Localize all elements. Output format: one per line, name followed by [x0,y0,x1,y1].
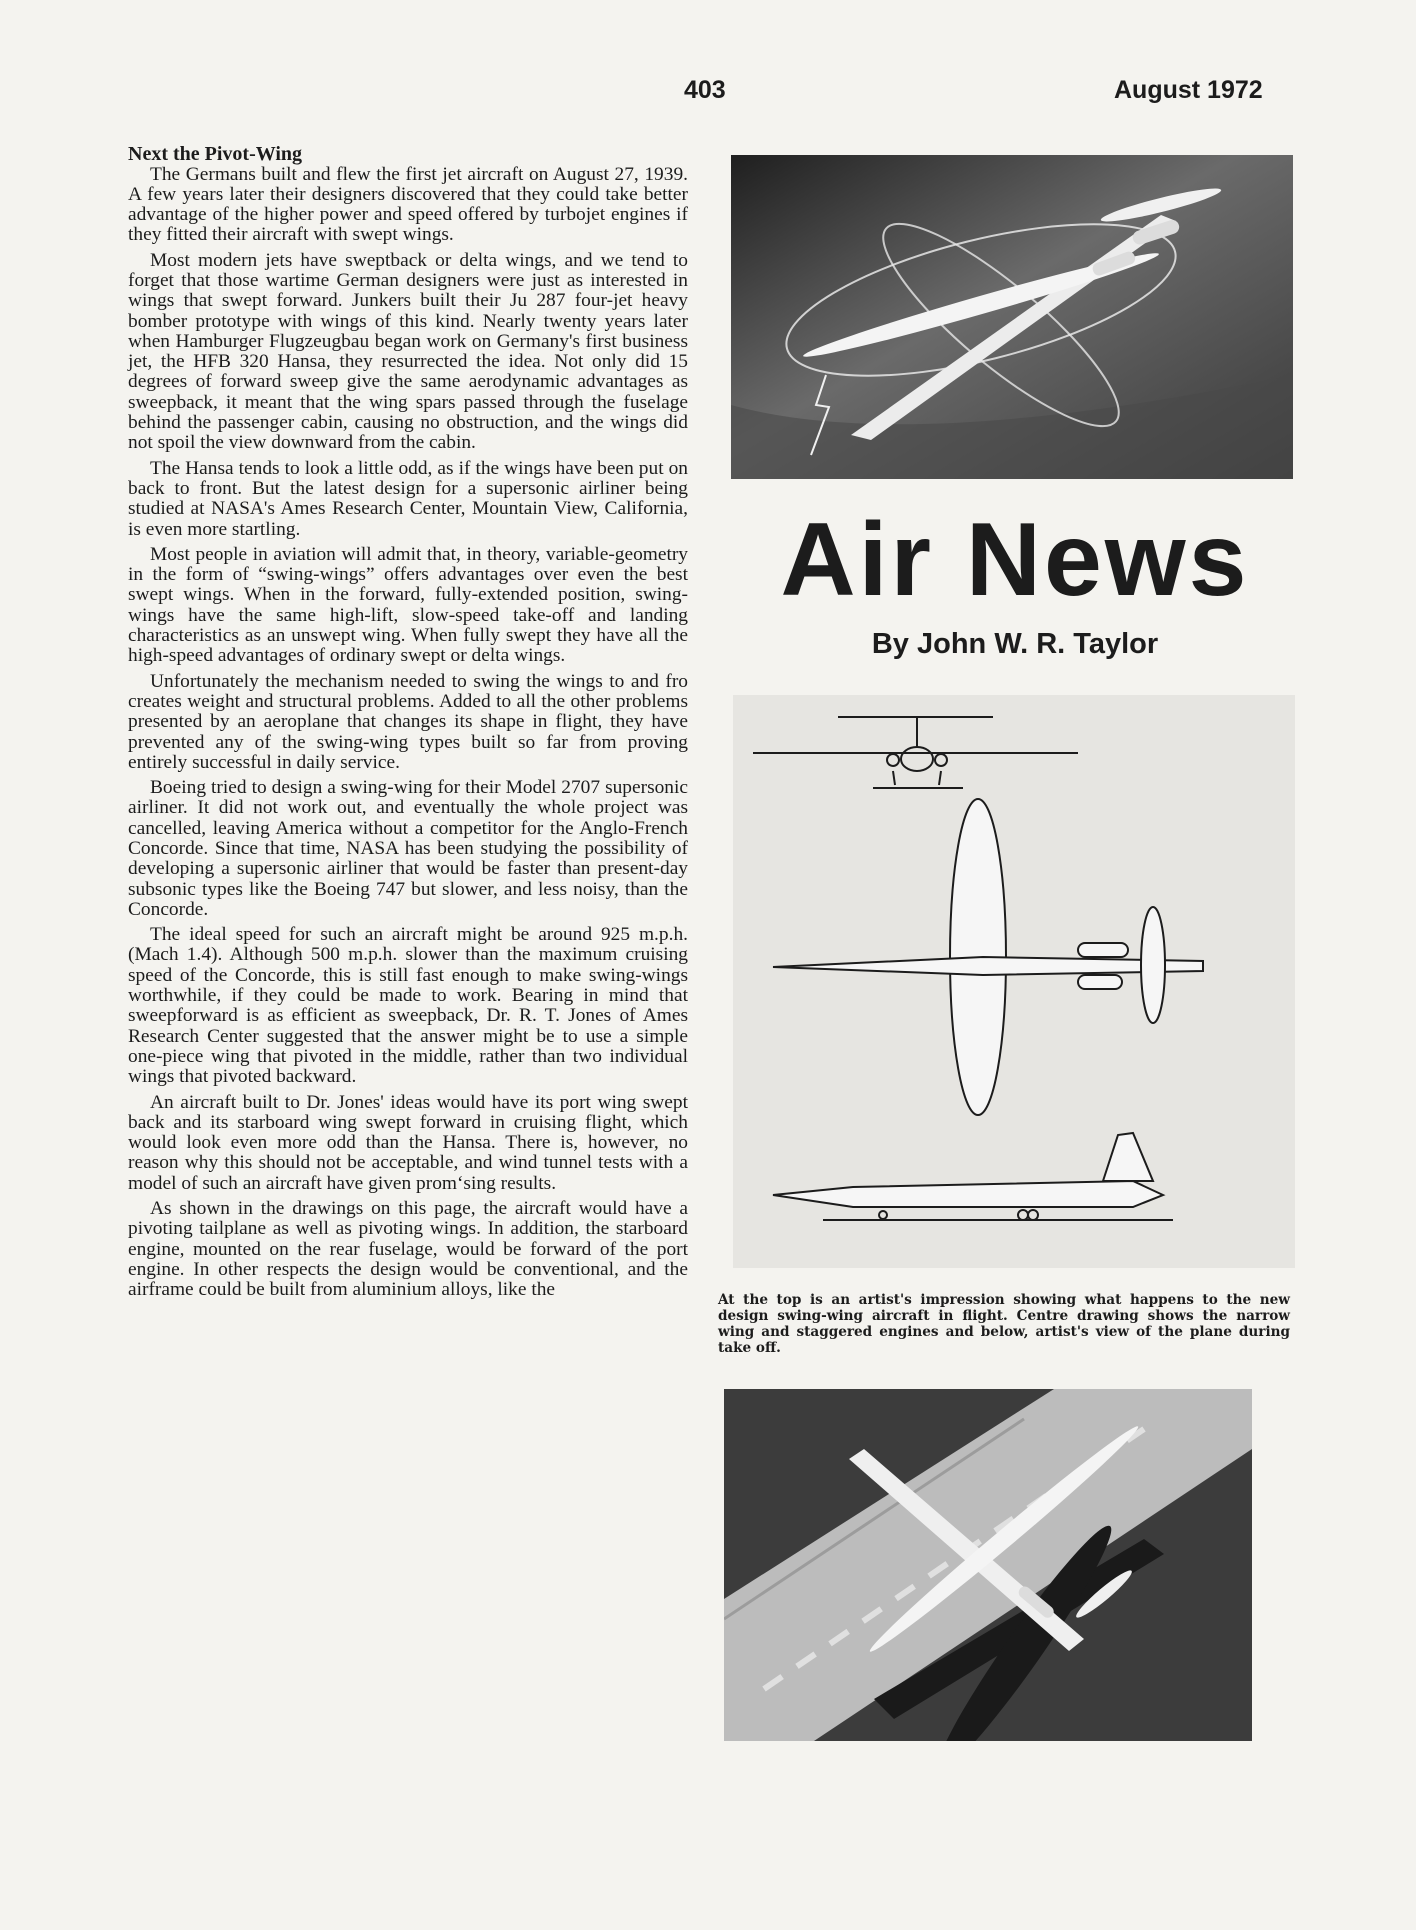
article-paragraph: As shown in the drawings on this page, the aircraft would have a pivoting tailplane as well as pivoting wings. In addition, the starboard engine, mounted on the rear fuselage, would be forward of the port engine. In other respects the design would be conventional, and the airframe could be built from aluminium alloys, like the [128,1198,688,1301]
front-view [753,717,1078,788]
side-view [773,1133,1173,1220]
article-paragraph: The Hansa tends to look a little odd, as if the wings have been put on back to front. But the latest design for a supersonic airliner being studied at NASA's Ames Research Center, Mountain View, California, is even more startling. [128,457,688,540]
article-paragraph: Most people in aviation will admit that, in theory, variable-geometry in the form of “swing-wings” offers advantages over even the best swept wings. When in the forward, fully-extended position, swing-wings have the same high-lift, slow-speed take-off and landing characteristics as an unswept wing. When fully swept they have all the high-speed advantages of ordinary swept or delta wings. [128,543,688,667]
byline: By John W. R. Taylor [871,628,1159,660]
plan-view [773,799,1203,1115]
inflight-illustration [731,155,1293,479]
takeoff-photo [724,1389,1252,1741]
page-number: 403 [684,76,726,104]
issue-date: August 1972 [1114,76,1263,104]
article-body [128,144,688,1306]
article-heading: Next the Pivot-Wing [128,143,303,165]
inflight-photo [731,155,1293,479]
article-paragraph: Unfortunately the mechanism needed to swing the wings to and fro creates weight and structural problems. Added to all the other problems presented by an aeroplane that changes its shape in flight, they have prevented any of the swing-wing types built so far from proving entirely successful in daily service. [128,670,688,773]
article-paragraph: Most modern jets have sweptback or delta wings, and we tend to forget that those wartime German designers were just as interested in wings that swept forward. Junkers built their Ju 287 four-jet heavy bomber prototype with wings of this kind. Nearly twenty years later when Hamburger Flugzeugbau began work on Germany's first business jet, the HFB 320 Hansa, they resurrected the idea. Not only did 15 degrees of forward sweep give the same aerodynamic advantages as sweepback, it meant that the wing spars passed through the fuselage behind the passenger cabin, causing no obstruction, and the wings did not spoil the view downward from the cabin. [128,249,688,454]
headline: Air News [780,502,1250,618]
figure-caption: At the top is an artist's impression showing what happens to the new design swing-wing aircraft in flight. Centre drawing shows the narrow wing and staggered engines and below, artist's view of the plane during take off. [718,1292,1290,1356]
three-view-drawing [733,695,1295,1268]
article-paragraph: An aircraft built to Dr. Jones' ideas would have its port wing swept back and its starboard wing swept forward in cruising flight, which would look even more odd than the Hansa. There is, however, no reason why this should not be acceptable, and wind tunnel tests with a model of such an aircraft have given promʻsing results. [128,1091,688,1194]
article-paragraph: The Germans built and flew the first jet aircraft on August 27, 1939. A few years later their designers discovered that they could take better advantage of the higher power and speed offered by turbojet engines if they fitted their aircraft with swept wings. [128,163,688,246]
three-view-illustration [733,695,1295,1268]
takeoff-illustration [724,1389,1252,1741]
article-paragraph: The ideal speed for such an aircraft might be around 925 m.p.h. (Mach 1.4). Although 500 m.p.h. slower than the maximum cruising speed of the Concorde, this is still fast enough to make swing-wings worthwhile, if they could be made to work. Bearing in mind that sweepforward is as efficient as sweepback, Dr. R. T. Jones of Ames Research Center suggested that the answer might be to use a simple one-piece wing that pivoted in the middle, rather than two individual wings that pivoted backward. [128,924,688,1088]
article-paragraph: Boeing tried to design a swing-wing for their Model 2707 supersonic airliner. It did not work out, and eventually the whole project was cancelled, leaving America without a competitor for the Anglo-French Concorde. Since that time, NASA has been studying the possibility of developing a supersonic airliner that would be faster than present-day subsonic types like the Boeing 747 but slower, and less noisy, than the Concorde. [128,777,688,920]
